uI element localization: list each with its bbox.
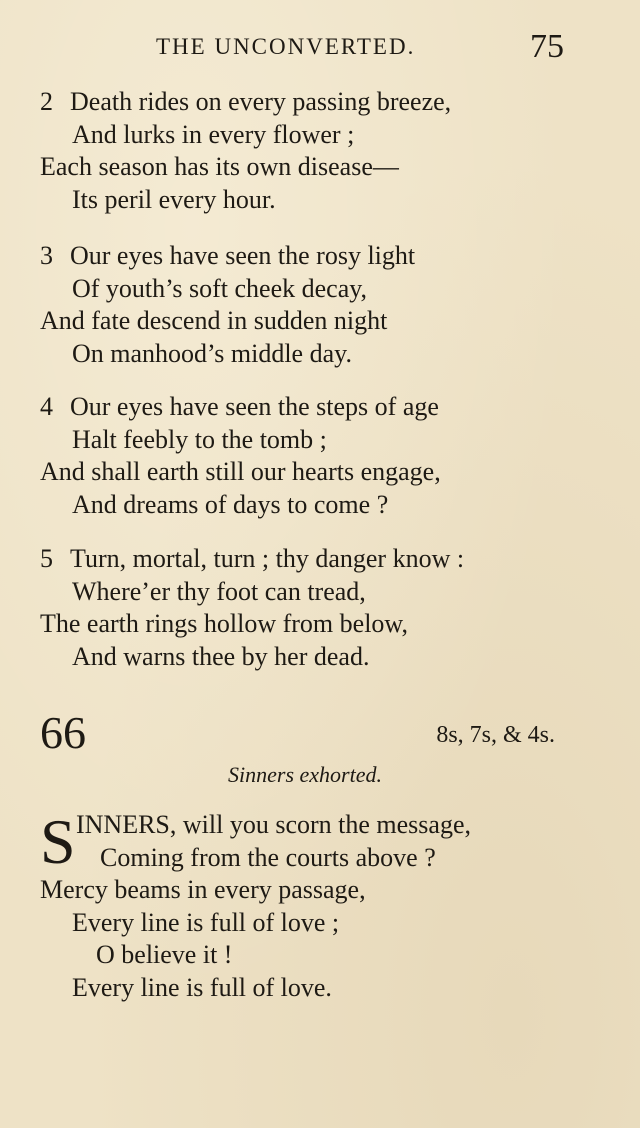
stanza-3 (40, 240, 600, 370)
hymn-heading (40, 708, 600, 758)
stanza-line: And shall earth still our hearts engage, (40, 457, 441, 486)
stanza-line: Every line is full of love. (72, 972, 332, 1002)
line-text: Turn, mortal, turn ; thy danger know : (70, 544, 465, 573)
stanza-line: Each season has its own disease— (40, 152, 399, 181)
stanza-number: 2 (40, 87, 53, 116)
page-number: 75 (530, 28, 564, 65)
stanza-line: Coming from the courts above ? (100, 842, 436, 872)
stanza-line: And warns thee by her dead. (72, 641, 370, 671)
hymn-subtitle: Sinners exhorted. (228, 762, 382, 787)
line-text: Death rides on every passing breeze, (70, 87, 452, 116)
stanza-line: Its peril every hour. (72, 184, 276, 214)
stanza-number: 4 (40, 392, 53, 421)
stanza-line: INNERS, will you scorn the message, (76, 810, 472, 839)
line-text: Our eyes have seen the steps of age (70, 392, 439, 421)
stanza-2 (40, 86, 600, 216)
page-header (0, 28, 640, 68)
stanza-line: Halt feebly to the tomb ; (72, 424, 327, 454)
hymn-meter: 8s, 7s, & 4s. (436, 722, 555, 748)
stanza-line: O believe it ! (96, 940, 233, 969)
stanza-line: And lurks in every flower ; (72, 119, 355, 149)
stanza-line (40, 240, 600, 273)
stanza-line: And dreams of days to come ? (72, 489, 389, 519)
hymn-number: 66 (40, 707, 86, 758)
stanza-number: 5 (40, 544, 53, 573)
running-title: THE UNCONVERTED. (156, 34, 416, 59)
stanza-line: The earth rings hollow from below, (40, 609, 408, 638)
stanza-number: 3 (40, 241, 53, 270)
stanza-line: Where’er thy foot can tread, (72, 576, 366, 606)
stanza-line (40, 86, 600, 119)
stanza-4 (40, 391, 600, 521)
hymn-stanza-1 (40, 806, 600, 1004)
stanza-line: Of youth’s soft cheek decay, (72, 273, 368, 303)
stanza-line (40, 543, 600, 576)
line-text: Our eyes have seen the rosy light (70, 241, 416, 270)
stanza-line: Every line is full of love ; (72, 907, 340, 937)
stanza-line: On manhood’s middle day. (72, 338, 352, 368)
stanza-5 (40, 543, 600, 673)
stanza-line (40, 391, 600, 424)
drop-cap: S (40, 806, 76, 877)
stanza-line: And fate descend in sudden night (40, 306, 388, 335)
stanza-line: Mercy beams in every passage, (40, 875, 366, 904)
